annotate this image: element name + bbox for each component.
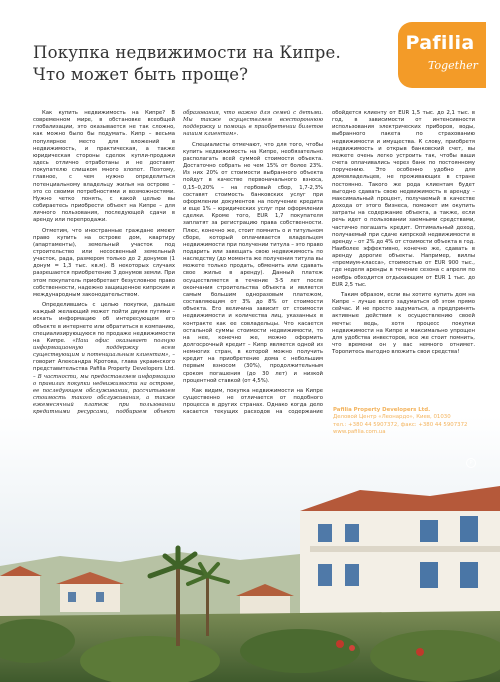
- paragraph: Таким образом, если вы хотите купить дом на Кипре – лучше всего задуматься об этом прямо сейчас. И не просто задуматься, а предпринять активные действия к осуществлению своей мечты: ведь, хотя процесс покупки недвижимости на Кипре и максимально упрощен для удобства инвесторов, все же стоит помнить, что времени он у вас немного отнимет. Торопитесь выгодно вложить свои средства!: [332, 291, 475, 356]
- logo-brand: Pafilia: [405, 32, 475, 54]
- quote-text: образования, что важно для семей с детьми. Мы также осуществляем всестороннюю поддержку и помощь в приобретении билетов нашим клиентам».: [183, 110, 323, 138]
- text-column-1: [33, 110, 175, 445]
- company-address: Деловой Центр «Леонардо», Киев, 01030: [333, 414, 451, 421]
- page-title: [33, 42, 373, 86]
- text-column-3: [332, 110, 475, 356]
- company-website: www.pafilia.com.ua: [333, 428, 386, 435]
- company-contacts: [333, 407, 483, 436]
- text-run: Определившись с целью покупки, дальше каждый желающий может пойти двумя путями – искать информацию об интересующем его объекте в интернете или обратиться в компанию, специализирующуюся по продаже недвижимости на Кипре.: [33, 302, 175, 344]
- paragraph: обойдется клиенту от EUR 1,5 тыс. до 2,1 тыс. в год, в зависимости от интенсивности использования электрических приборов, воды, выбранного пакета по страхованию недвижимости и имущества. К слову, приобретя недвижимость и открыв банковский счет, вы можете очень легко устроить так, чтобы ваши счета оплачивались через банк по постоянному поручению. Это особенно удобно для домовладельцев, не проживающих в стране постоянно. Такого же рода клиентам будет выгодно сдавать свою недвижимость в аренду – максимальный процент, получаемый в качестве дохода от этого бизнеса, поможет им окупить затраты на содержание объекта, а также, если речь идет о пользовании заемными средствами, частично погашать кредит. Оптимальный доход, получаемый при сдаче кипрской недвижимости в аренду – от 2% до 4% от стоимости объекта в год. Наиболее эффективно, конечно же, сдавать в аренду дорогие объекты. Например, виллы «премиум-класса», стоимостью от EUR 900 тыс., где неделя аренды в течение сезона с апреля по ноябрь обходится отдыхающим от EUR 1 тыс. до EUR 2,5 тыс.: [332, 110, 475, 288]
- paragraph: Отметим, что иностранные граждане имеют право купить на острове дом, квартиру (апартаменты), земельный участок под строительство или несосвенный земельный участок, рада, размером только до 2 донумов (1 донум = 1,3 тыс. кв.м). В некоторых случаях разрешается приобретение 3 донумов земли. При этом покупатель приобретает безусловное право собственности, надежно защищенное кипрским и международным законодательством.: [33, 227, 175, 298]
- paragraph: Как купить недвижимость на Кипре? В современном мире, в обстановке всеобщей глобализации, это оказывается не так сложно, как можно было бы подумать. Кипр – весьма популярное место для вложений в недвижимость, и практическая, а также юридическая стороны сделок купли-продажи здесь отлично отработаны и не доставят покупателю слишком много хлопот. Поэтому, главное, с чем нужно определиться потенциальному владельцу жилья на острове – это со своими потребностями и возможностями. Нужно четко понять, с какой целью вы собираетесь приобрести объект на Кипре – для личного пользования, последующей сдачи в аренду или перепродажи.: [33, 110, 175, 224]
- photo-corner-mark: P: [466, 458, 476, 468]
- pafilia-logo: [398, 22, 486, 88]
- logo-tagline: Together: [428, 59, 478, 72]
- company-phone: тел.: +380 44 5907372, факс: +380 44 5907372: [333, 421, 468, 428]
- title-line-1: Покупка недвижимости на Кипре.: [33, 43, 341, 62]
- quote-text: В частности, мы предоставляем информацию о правилах покупки недвижимости на острове, ее последующем обслуживании, рассчитываем стоимость такого обслуживания, а также ежемесячный платеж при пользовании кредитными ресурсами, подбираем объект: [33, 373, 175, 416]
- resort-photo: [0, 416, 500, 682]
- company-name: Pafilia Property Developers Ltd.: [333, 407, 431, 413]
- paragraph: Как видим, покупка недвижимости на Кипре существенно не отличается от подобного процесса в других странах. Однако когда дело касается текущих расходов на содержание: [183, 387, 323, 416]
- quote-text: «Наш офис оказывает полную информационную поддержку всем существующим и потенциальным клиентам»,: [33, 337, 175, 359]
- text-run: – говорит Александра Кротова, глава украинского представительства Pafilia Property Developers Ltd. –: [33, 352, 175, 380]
- title-line-2: Что может быть проще?: [33, 65, 249, 84]
- text-column-2: [183, 110, 323, 452]
- paragraph: Специалисты отмечают, что для того, чтобы купить недвижимость на Кипре, необязательно располагать всей суммой стоимости объекта. Достаточно собрать не чем 15% от более 23%. Из них 20% от стоимости выбранного объекта пойдут в качестве первоначального взноса, 0,15–0,20% – на гербовый сбор, 1,7-2,3% составят стоимость банковских услуг при оформлении документов на получение кредита и еще 1% – юридических услуг при оформлении сделки. Кроме того, EUR 1,7 покупателя заплатят за регистрацию права собственности. Плюс, конечно же, стоит помнить о и титульном сборе, который оплачивается владельцем недвижимости при получении титула – это право подарить или завещать свою недвижимость по наследству (до момента же получения титула вы можете только продать, обменить или сдавать свое жилье в аренду). Данный платеж осуществляется в течение 3-5 лет после окончания строительства объекта и является самым большим одноразовым платежом, составляющим от 3% до 8% от стоимости объекта. Его величина зависит от стоимости недвижимости и количества лиц, указанных в контракте как ее совладельцы. Что касается остальной суммы стоимости недвижимости, то на нее, конечно же, можно оформить долгосрочный кредит – Кипр является одной из немногих стран, в которой можно получить кредит на приобретение дома с небольшим первым взносом (30%), продолжительным сроком погашения (до 30 лет) и низкой процентной ставкой (от 4,5%).: [183, 141, 323, 384]
